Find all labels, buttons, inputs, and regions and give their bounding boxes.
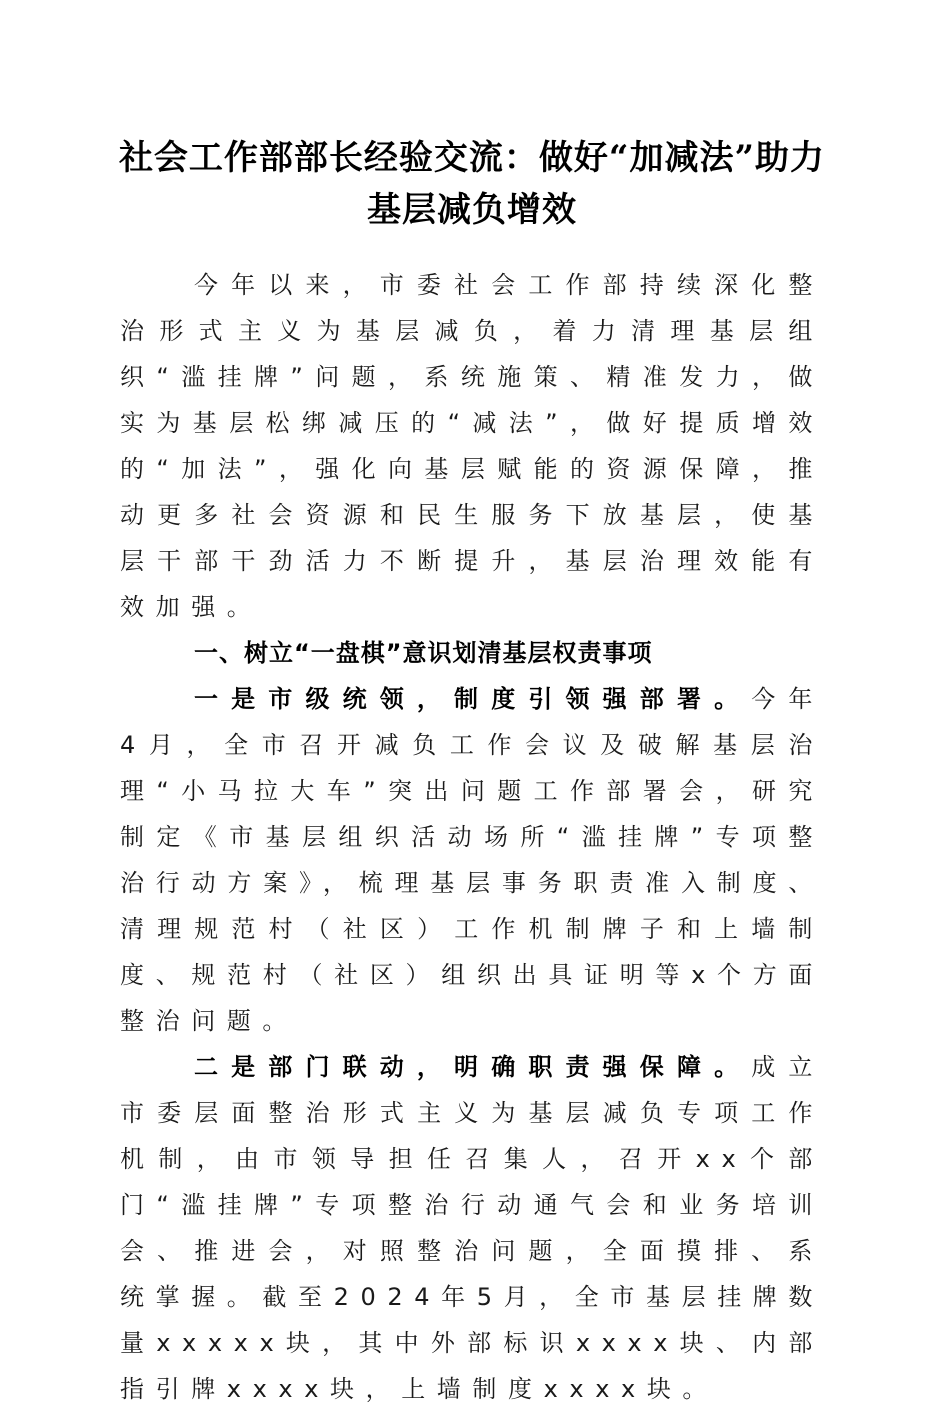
section-heading-1 bbox=[120, 630, 824, 676]
paragraph-lead-sentence: 一是市级统领，制度引领强部署。 bbox=[194, 685, 752, 713]
document-body bbox=[120, 262, 824, 1412]
intro-paragraph bbox=[120, 262, 824, 630]
paragraph-department-linkage bbox=[120, 1044, 824, 1412]
paragraph-lead-sentence: 二是部门联动，明确职责强保障。 bbox=[194, 1053, 752, 1081]
paragraph-text: 今年以来，市委社会工作部持续深化整治形式主义为基层减负，着力清理基层组织“滥挂牌”问题，系统施策、精准发力，做实为基层松绑减压的“减法”，做好提质增效的“加法”，强化向基层赋能的资源保障，推动更多社会资源和民生服务下放基层，使基层干部干劲活力不断提升，基层治理效能有效加强。 bbox=[120, 271, 824, 621]
paragraph-text: 成立市委层面整治形式主义为基层减负专项工作机制，由市领导担任召集人，召开xx个部门“滥挂牌”专项整治行动通气会和业务培训会、推进会，对照整治问题，全面摸排、系统掌握。截至2024年5月，全市基层挂牌数量xxxxx块，其中外部标识xxxx块、内部指引牌xxxx块，上墙制度xxxx块。 bbox=[120, 1053, 824, 1403]
section-heading-text: 一、树立“一盘棋”意识划清基层权责事项 bbox=[194, 639, 653, 667]
document-page bbox=[120, 132, 824, 1412]
paragraph-text: 今年4月，全市召开减负工作会议及破解基层治理“小马拉大车”突出问题工作部署会，研究制定《市基层组织活动场所“滥挂牌”专项整治行动方案》，梳理基层事务职责准入制度、清理规范村（社区）工作机制牌子和上墙制度、规范村（社区）组织出具证明等x个方面整治问题。 bbox=[120, 685, 824, 1035]
document-title: 社会工作部部长经验交流：做好“加减法”助力基层减负增效 bbox=[118, 138, 826, 230]
paragraph-city-leadership bbox=[120, 676, 824, 1044]
